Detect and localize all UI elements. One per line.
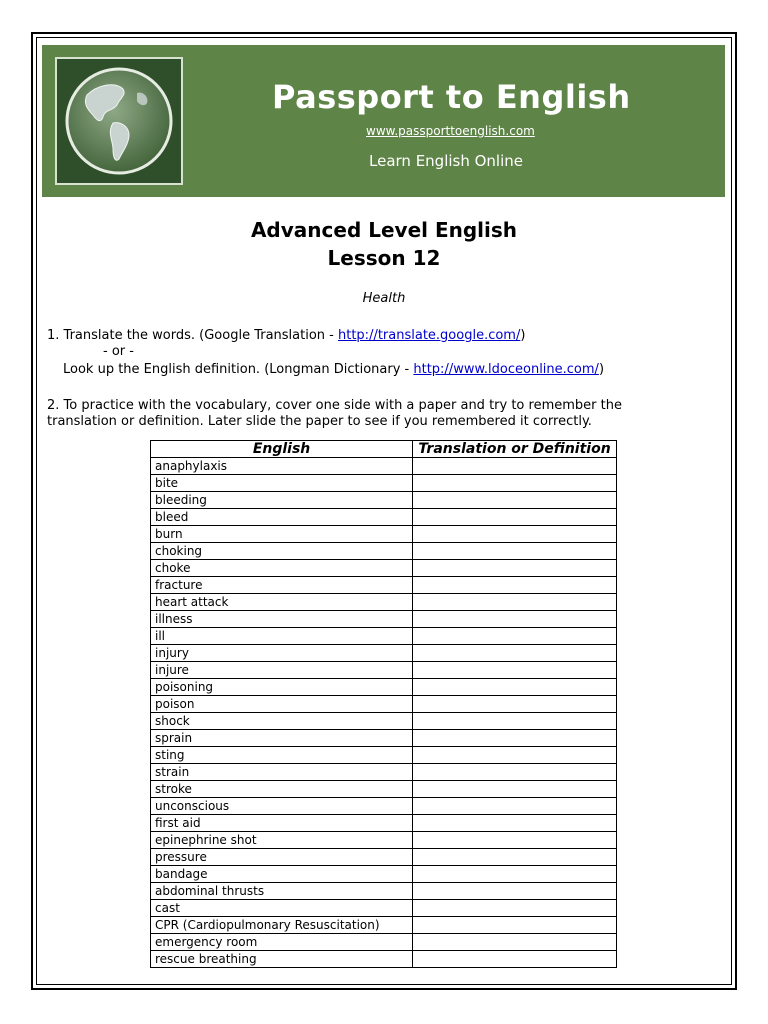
table-row — [151, 662, 617, 679]
google-translate-link[interactable]: http://translate.google.com/ — [338, 328, 521, 343]
translation-cell — [413, 764, 617, 781]
instruction-step-1 — [47, 328, 525, 343]
table-row — [151, 543, 617, 560]
table-row — [151, 577, 617, 594]
table-row — [151, 781, 617, 798]
table-row — [151, 866, 617, 883]
lookup-close: ) — [598, 362, 605, 377]
vocabulary-table — [150, 440, 617, 968]
english-word-cell: burn — [151, 526, 413, 543]
table-row — [151, 594, 617, 611]
table-row — [151, 934, 617, 951]
translation-cell — [413, 934, 617, 951]
translation-cell — [413, 781, 617, 798]
english-word-cell: pressure — [151, 849, 413, 866]
english-word-cell: abdominal thrusts — [151, 883, 413, 900]
translation-cell — [413, 543, 617, 560]
translation-cell — [413, 832, 617, 849]
lesson-topic: Health — [362, 291, 406, 306]
english-word-cell: fracture — [151, 577, 413, 594]
table-row — [151, 492, 617, 509]
table-row — [151, 509, 617, 526]
translation-cell — [413, 849, 617, 866]
english-word-cell: first aid — [151, 815, 413, 832]
translation-cell — [413, 628, 617, 645]
or-separator: - or - — [103, 344, 134, 359]
table-row — [151, 900, 617, 917]
instruction-lookup — [63, 362, 604, 377]
english-word-cell: shock — [151, 713, 413, 730]
translation-cell — [413, 696, 617, 713]
english-word-cell: ill — [151, 628, 413, 645]
english-word-cell: sprain — [151, 730, 413, 747]
english-word-cell: epinephrine shot — [151, 832, 413, 849]
table-row — [151, 611, 617, 628]
table-row — [151, 475, 617, 492]
table-row — [151, 679, 617, 696]
translation-cell — [413, 577, 617, 594]
instruction-step-2-line-2: translation or definition. Later slide the paper to see if you remembered it correctly. — [47, 414, 592, 429]
english-word-cell: injure — [151, 662, 413, 679]
site-title: Passport to English — [272, 78, 631, 116]
english-word-cell: choke — [151, 560, 413, 577]
english-word-cell: poison — [151, 696, 413, 713]
english-word-cell: emergency room — [151, 934, 413, 951]
english-word-cell: cast — [151, 900, 413, 917]
translation-cell — [413, 662, 617, 679]
english-word-cell: stroke — [151, 781, 413, 798]
english-word-cell: unconscious — [151, 798, 413, 815]
globe-logo — [55, 57, 183, 185]
english-word-cell: poisoning — [151, 679, 413, 696]
translation-cell — [413, 798, 617, 815]
translation-cell — [413, 713, 617, 730]
table-row — [151, 730, 617, 747]
step1-close: ) — [520, 328, 526, 343]
translation-cell — [413, 917, 617, 934]
english-word-cell: bleeding — [151, 492, 413, 509]
translation-cell — [413, 730, 617, 747]
english-word-cell: rescue breathing — [151, 951, 413, 968]
english-word-cell: injury — [151, 645, 413, 662]
translation-cell — [413, 458, 617, 475]
lesson-level-heading: Advanced Level English — [250, 218, 518, 242]
translation-cell — [413, 645, 617, 662]
lesson-number-heading: Lesson 12 — [327, 246, 441, 270]
english-word-cell: anaphylaxis — [151, 458, 413, 475]
longman-dictionary-link[interactable]: http://www.ldoceonline.com/ — [413, 362, 599, 377]
table-row — [151, 883, 617, 900]
column-header-translation: Translation or Definition — [413, 441, 617, 458]
translation-cell — [413, 509, 617, 526]
translation-cell — [413, 526, 617, 543]
table-row — [151, 815, 617, 832]
translation-cell — [413, 679, 617, 696]
table-row — [151, 645, 617, 662]
vocabulary-rows — [151, 458, 617, 968]
translation-cell — [413, 883, 617, 900]
table-row — [151, 798, 617, 815]
table-row — [151, 832, 617, 849]
step1-text: 1. Translate the words. (Google Translation - — [47, 328, 338, 343]
english-word-cell: choking — [151, 543, 413, 560]
translation-cell — [413, 475, 617, 492]
table-row — [151, 526, 617, 543]
table-header-row — [151, 441, 617, 458]
translation-cell — [413, 866, 617, 883]
translation-cell — [413, 951, 617, 968]
table-row — [151, 764, 617, 781]
translation-cell — [413, 594, 617, 611]
english-word-cell: sting — [151, 747, 413, 764]
english-word-cell: strain — [151, 764, 413, 781]
translation-cell — [413, 611, 617, 628]
english-word-cell: illness — [151, 611, 413, 628]
translation-cell — [413, 815, 617, 832]
table-row — [151, 849, 617, 866]
instruction-step-2-line-1: 2. To practice with the vocabulary, cover one side with a paper and try to remember the — [47, 398, 622, 413]
site-url-link[interactable]: www.passporttoenglish.com — [366, 124, 535, 138]
globe-icon — [57, 59, 181, 183]
english-word-cell: bandage — [151, 866, 413, 883]
table-row — [151, 560, 617, 577]
english-word-cell: CPR (Cardiopulmonary Resuscitation) — [151, 917, 413, 934]
table-row — [151, 951, 617, 968]
site-tagline: Learn English Online — [369, 152, 524, 170]
english-word-cell: heart attack — [151, 594, 413, 611]
column-header-english: English — [151, 441, 413, 458]
table-row — [151, 713, 617, 730]
translation-cell — [413, 900, 617, 917]
translation-cell — [413, 747, 617, 764]
translation-cell — [413, 560, 617, 577]
table-row — [151, 458, 617, 475]
table-row — [151, 696, 617, 713]
english-word-cell: bleed — [151, 509, 413, 526]
lookup-text: Look up the English definition. (Longman Dictionary - — [63, 362, 414, 377]
table-row — [151, 628, 617, 645]
table-row — [151, 917, 617, 934]
english-word-cell: bite — [151, 475, 413, 492]
translation-cell — [413, 492, 617, 509]
table-row — [151, 747, 617, 764]
